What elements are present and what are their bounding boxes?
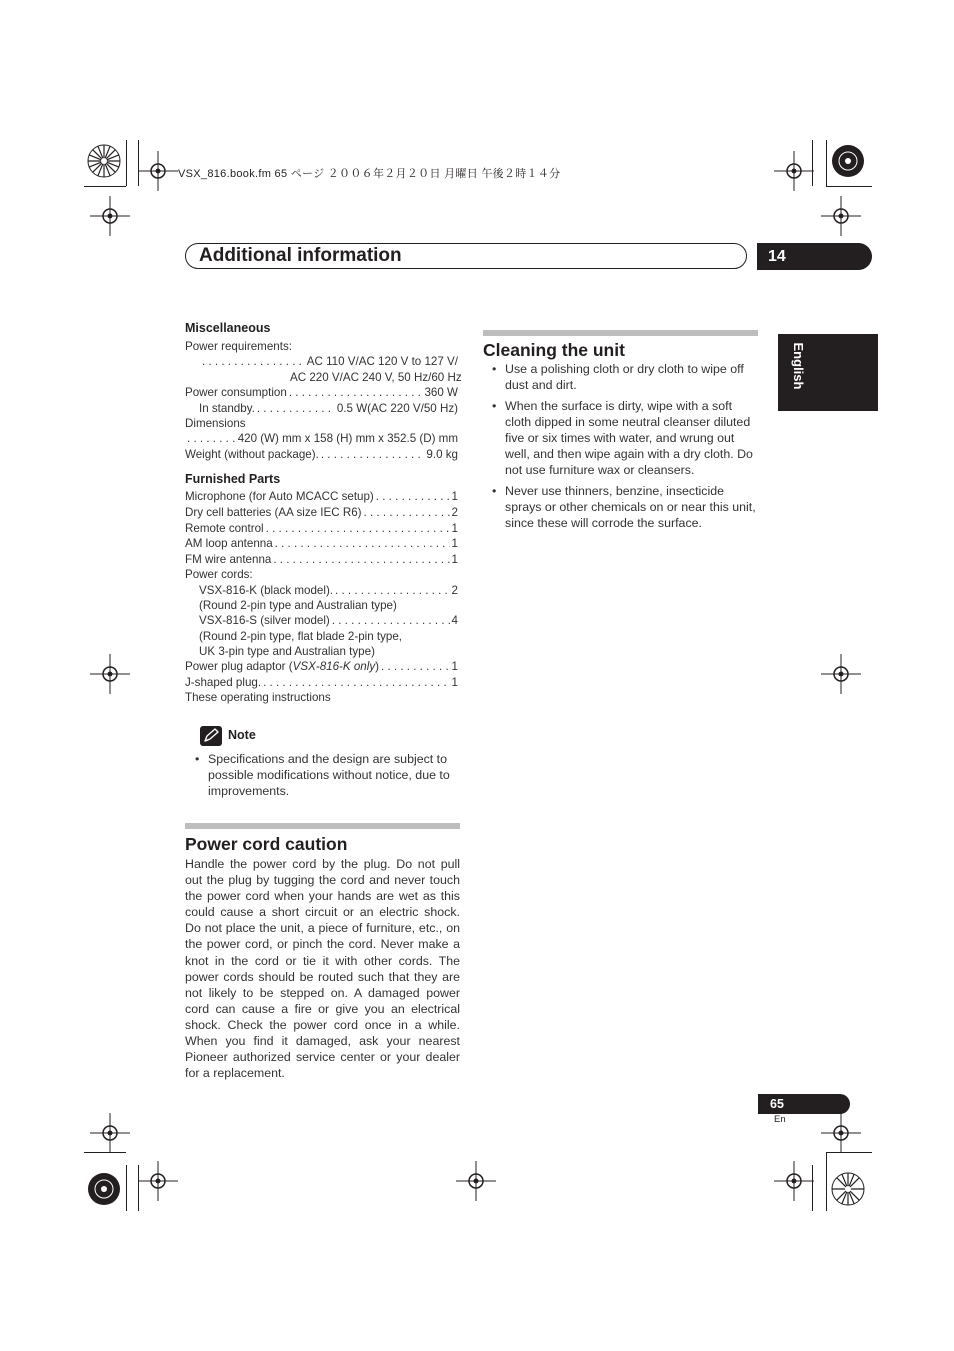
note-list	[194, 751, 458, 804]
section-bar	[185, 823, 460, 829]
crosshair-mark	[456, 1161, 496, 1201]
crop-line	[138, 1165, 139, 1211]
page-number: 65	[770, 1097, 784, 1111]
crosshair-mark	[138, 1161, 178, 1201]
power-req-line1: AC 110 V/AC 120 V to 127 V/	[306, 355, 458, 368]
dimensions-row: . . . 420 (W) mm x 158 (H) mm x 352.5 (D) mm	[185, 431, 458, 447]
furnished-item: Power plug adaptor (VSX-816-K only) . . . 1	[185, 659, 458, 675]
page-language: En	[774, 1114, 786, 1125]
chapter-number: 14	[768, 248, 786, 265]
crop-line	[84, 1152, 126, 1153]
crop-line	[84, 186, 126, 187]
instructions-item: These operating instructions	[185, 691, 331, 704]
crop-line	[826, 1152, 872, 1153]
list-item: • Use a polishing cloth or dry cloth to wipe off dust and dirt.	[491, 361, 757, 393]
print-info: VSX_816.book.fm 65 ページ ２００６年２月２０日 月曜日 午後２時１４分	[178, 168, 561, 180]
crop-line	[826, 1152, 827, 1211]
section-bar	[483, 330, 758, 336]
registration-mark-sunburst	[828, 1169, 868, 1209]
crop-line	[826, 186, 872, 187]
cleaning-list	[491, 361, 757, 536]
list-item: • When the surface is dirty, wipe with a soft cloth dipped in some neutral cleanser diluted five or six times with water, and wrung out well, and then wipe again with a dry cloth. Do not use furniture wax or cleansers.	[491, 398, 757, 478]
page-title: Additional information	[199, 245, 402, 266]
s-note-line2: UK 3-pin type and Australian type)	[199, 645, 375, 658]
crop-line	[138, 140, 139, 186]
crop-line	[812, 1165, 813, 1211]
crop-line	[826, 140, 827, 186]
power-cords-label: Power cords:	[185, 568, 253, 581]
power-cord-heading: Power cord caution	[185, 834, 348, 854]
registration-mark-sunburst	[828, 141, 868, 181]
list-item: • Never use thinners, benzine, insecticide sprays or other chemicals on or near this unit, since these will corrode the surface.	[491, 483, 757, 531]
crosshair-mark	[138, 151, 178, 191]
crop-line	[812, 140, 813, 186]
registration-mark-sunburst	[84, 141, 124, 181]
furnished-item: J-shaped plug. . . . 1	[185, 675, 458, 691]
dimensions-label: Dimensions	[185, 417, 246, 430]
furnished-item: Remote control . . . 1	[185, 521, 458, 537]
registration-mark-sunburst	[84, 1169, 124, 1209]
standby-row: In standby. . . . 0.5 W(AC 220 V/50 Hz)	[199, 401, 458, 417]
weight-row: Weight (without package). . . . 9.0 kg	[185, 447, 458, 463]
furnished-item: FM wire antenna . . . 1	[185, 552, 458, 568]
power-consumption-row: Power consumption . . . 360 W	[185, 385, 458, 401]
power-req-label: Power requirements:	[185, 340, 292, 353]
crosshair-mark	[90, 654, 130, 694]
furnished-heading: Furnished Parts	[185, 472, 281, 486]
cleaning-heading: Cleaning the unit	[483, 340, 625, 360]
crosshair-mark	[774, 1161, 814, 1201]
furnished-item: VSX-816-K (black model). . . . 2	[199, 583, 458, 599]
furnished-item: AM loop antenna . . . 1	[185, 536, 458, 552]
furnished-item: Microphone (for Auto MCACC setup) . . . 1	[185, 489, 458, 505]
crosshair-mark	[821, 196, 861, 236]
power-req-row	[200, 354, 458, 370]
furnished-item: Dry cell batteries (AA size IEC R6) . . . 2	[185, 505, 458, 521]
note-label: Note	[228, 728, 256, 742]
list-item: • Specifications and the design are subject to possible modifications without notice, due to improvements.	[194, 751, 458, 799]
crosshair-mark	[821, 654, 861, 694]
crosshair-mark	[821, 1113, 861, 1153]
crosshair-mark	[90, 1113, 130, 1153]
power-cord-text: Handle the power cord by the plug. Do not pull out the plug by tugging the cord and never touch the power cord when your hands are wet as this could cause a short circuit or an electric shock. Do not place the unit, a piece of furniture, etc., on the power cord, or pinch the cord. Never make a knot in the cord or tie it with other cords. The power cords should be routed such that they are not likely to be stepped on. A damaged power cord can cause a fire or give you an electrical shock. Check the power cord once in a while. When you find it damaged, ask your nearest Pioneer authorized service center or your dealer for a replacement.	[185, 857, 460, 1081]
crosshair-mark	[774, 151, 814, 191]
misc-heading: Miscellaneous	[185, 321, 271, 335]
language-label: English	[791, 342, 806, 390]
crop-line	[126, 1165, 127, 1211]
crosshair-mark	[90, 196, 130, 236]
crop-line	[126, 140, 127, 186]
power-req-line2: AC 220 V/AC 240 V, 50 Hz/60 Hz	[290, 371, 462, 384]
furnished-item: VSX-816-S (silver model) . . . 4	[199, 613, 458, 629]
s-note-line1: (Round 2-pin type, flat blade 2-pin type,	[199, 630, 403, 643]
k-note: (Round 2-pin type and Australian type)	[199, 599, 397, 612]
pencil-note-icon	[200, 726, 222, 746]
